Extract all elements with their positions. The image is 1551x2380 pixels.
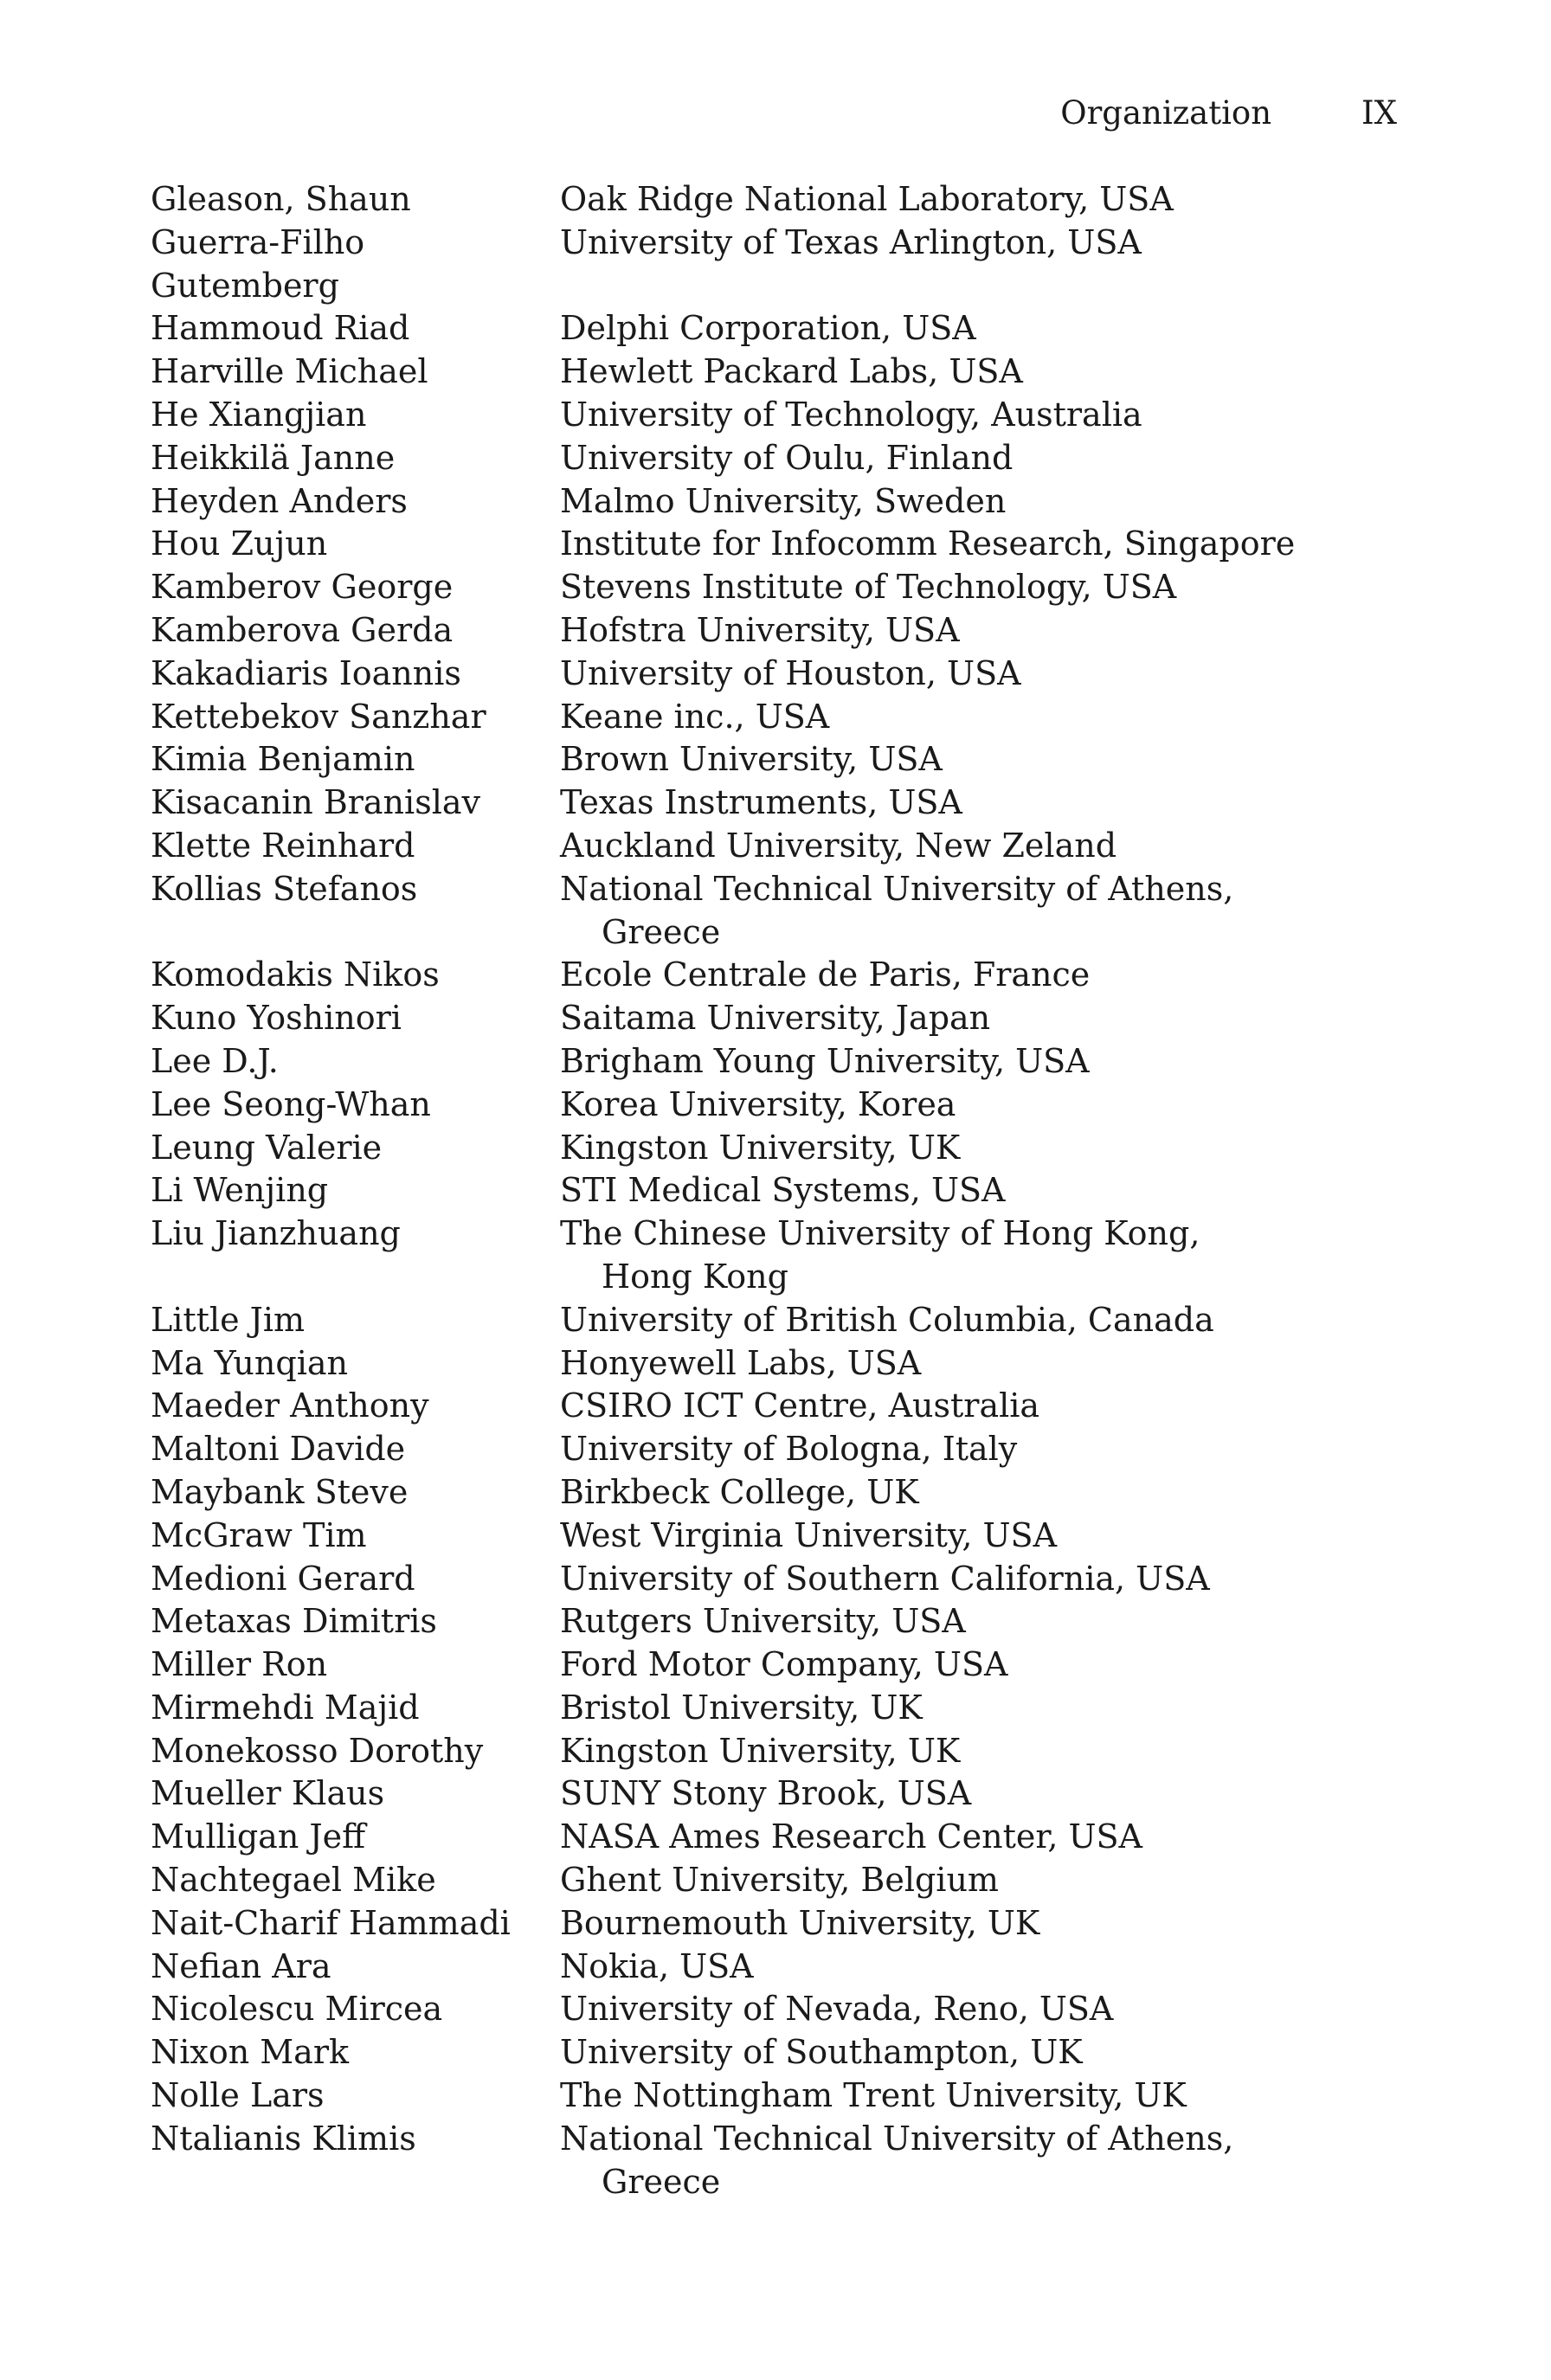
member-affiliation: University of Southern California, USA — [560, 1559, 1210, 1598]
member-affiliation: Texas Instruments, USA — [560, 783, 962, 822]
member-affiliation: Brigham Young University, USA — [560, 1041, 1090, 1080]
member-affiliation: Brown University, USA — [560, 740, 943, 779]
member-name: Ntalianis Klimis — [151, 2119, 416, 2158]
section-title: Organization — [1060, 94, 1272, 132]
member-name: Kettebekov Sanzhar — [151, 697, 486, 736]
member-name: McGraw Tim — [151, 1515, 367, 1554]
member-name: Nolle Lars — [151, 2076, 325, 2115]
list-item — [151, 1385, 1397, 1428]
member-affiliation: University of Technology, Australia — [560, 395, 1142, 434]
list-item — [151, 1600, 1397, 1643]
committee-list — [151, 178, 1397, 2203]
list-item — [151, 1902, 1397, 1946]
member-affiliation: Institute for Infocomm Research, Singapore — [560, 524, 1296, 563]
member-affiliation: University of Oulu, Finland — [560, 438, 1014, 477]
member-name: Kimia Benjamin — [151, 740, 415, 779]
member-name: Kuno Yoshinori — [151, 999, 402, 1038]
member-name: Nefian Ara — [151, 1946, 331, 1985]
member-affiliation: The Chinese University of Hong Kong, Hong Kong — [560, 1214, 1200, 1296]
list-item — [151, 954, 1397, 997]
member-name: Guerra-Filho Gutemberg — [151, 222, 365, 305]
member-name: Gleason, Shaun — [151, 180, 411, 218]
member-affiliation: Oak Ridge National Laboratory, USA — [560, 180, 1174, 218]
list-item — [151, 1428, 1397, 1471]
member-affiliation: Saitama University, Japan — [560, 999, 991, 1038]
member-affiliation: Auckland University, New Zeland — [560, 826, 1117, 865]
member-affiliation: Bristol University, UK — [560, 1688, 923, 1727]
member-affiliation: CSIRO ICT Centre, Australia — [560, 1386, 1040, 1425]
member-affiliation: University of Houston, USA — [560, 653, 1021, 692]
list-item — [151, 1342, 1397, 1386]
member-name: He Xiangjian — [151, 395, 367, 434]
member-name: Monekosso Dorothy — [151, 1731, 484, 1770]
member-affiliation: Rutgers University, USA — [560, 1602, 966, 1641]
member-name: Mirmehdi Majid — [151, 1688, 420, 1727]
member-name: Lee D.J. — [151, 1041, 279, 1080]
list-item — [151, 738, 1397, 782]
list-item — [151, 1471, 1397, 1515]
member-affiliation: Stevens Institute of Technology, USA — [560, 568, 1177, 607]
member-name: Heyden Anders — [151, 481, 408, 520]
page-number: IX — [1361, 94, 1397, 132]
member-affiliation: Keane inc., USA — [560, 697, 830, 736]
list-item — [151, 1946, 1397, 1989]
member-name: Metaxas Dimitris — [151, 1602, 437, 1641]
list-item — [151, 609, 1397, 653]
member-name: Mulligan Jeff — [151, 1817, 366, 1856]
member-affiliation: Honyewell Labs, USA — [560, 1343, 922, 1382]
member-name: Mueller Klaus — [151, 1774, 385, 1813]
member-name: Nachtegael Mike — [151, 1861, 436, 1900]
list-item — [151, 1859, 1397, 1902]
list-item — [151, 1213, 1397, 1299]
member-name: Maltoni Davide — [151, 1430, 406, 1469]
list-item — [151, 480, 1397, 524]
list-item — [151, 523, 1397, 566]
list-item — [151, 1772, 1397, 1816]
member-name: Hammoud Riad — [151, 309, 410, 348]
list-item — [151, 1687, 1397, 1730]
member-name: Harville Michael — [151, 352, 428, 391]
list-item — [151, 997, 1397, 1040]
list-item — [151, 2074, 1397, 2118]
member-affiliation: University of Texas Arlington, USA — [560, 222, 1142, 261]
member-name: Kollias Stefanos — [151, 869, 418, 908]
member-name: Medioni Gerard — [151, 1559, 415, 1598]
member-affiliation: Hewlett Packard Labs, USA — [560, 352, 1023, 391]
member-name: Li Wenjing — [151, 1171, 329, 1210]
member-name: Maybank Steve — [151, 1472, 409, 1511]
list-item — [151, 1816, 1397, 1859]
list-item — [151, 1169, 1397, 1213]
member-name: Little Jim — [151, 1300, 306, 1339]
member-affiliation: Hofstra University, USA — [560, 610, 960, 649]
member-affiliation: Kingston University, UK — [560, 1731, 961, 1770]
member-affiliation: Ghent University, Belgium — [560, 1861, 999, 1900]
list-item — [151, 825, 1397, 868]
member-affiliation: Kingston University, UK — [560, 1128, 961, 1167]
member-name: Lee Seong-Whan — [151, 1084, 431, 1123]
list-item — [151, 1558, 1397, 1601]
member-affiliation: NASA Ames Research Center, USA — [560, 1817, 1142, 1856]
member-affiliation: University of Bologna, Italy — [560, 1430, 1018, 1469]
member-name: Kamberov George — [151, 568, 454, 607]
list-item — [151, 1515, 1397, 1558]
list-item — [151, 696, 1397, 739]
member-affiliation: West Virginia University, USA — [560, 1515, 1058, 1554]
list-item — [151, 2118, 1397, 2204]
member-name: Ma Yunqian — [151, 1343, 348, 1382]
list-item — [151, 1299, 1397, 1342]
list-item — [151, 307, 1397, 351]
list-item — [151, 437, 1397, 480]
list-item — [151, 653, 1397, 696]
member-name: Liu Jianzhuang — [151, 1214, 401, 1253]
list-item — [151, 1127, 1397, 1170]
member-affiliation: STI Medical Systems, USA — [560, 1171, 1006, 1210]
member-name: Nait-Charif Hammadi — [151, 1903, 511, 1942]
member-name: Kamberova Gerda — [151, 610, 454, 649]
member-affiliation: Nokia, USA — [560, 1946, 754, 1985]
member-name: Leung Valerie — [151, 1128, 383, 1167]
member-affiliation: Bournemouth University, UK — [560, 1903, 1040, 1942]
list-item — [151, 1084, 1397, 1127]
running-head — [1060, 92, 1397, 135]
member-name: Heikkilä Janne — [151, 438, 396, 477]
list-item — [151, 222, 1397, 308]
member-name: Komodakis Nikos — [151, 955, 440, 994]
list-item — [151, 1643, 1397, 1687]
member-affiliation: National Technical University of Athens, Greece — [560, 869, 1234, 951]
member-affiliation: The Nottingham Trent University, UK — [560, 2076, 1187, 2115]
member-affiliation: University of British Columbia, Canada — [560, 1300, 1214, 1339]
member-affiliation: Delphi Corporation, USA — [560, 309, 976, 348]
list-item — [151, 178, 1397, 222]
list-item — [151, 1730, 1397, 1773]
member-name: Maeder Anthony — [151, 1386, 429, 1425]
member-affiliation: National Technical University of Athens, Greece — [560, 2119, 1234, 2201]
member-name: Nixon Mark — [151, 2033, 350, 2072]
member-affiliation: Korea University, Korea — [560, 1084, 956, 1123]
member-name: Klette Reinhard — [151, 826, 415, 865]
list-item — [151, 394, 1397, 437]
member-affiliation: University of Southampton, UK — [560, 2033, 1083, 2072]
member-name: Hou Zujun — [151, 524, 328, 563]
list-item — [151, 782, 1397, 825]
member-name: Kakadiaris Ioannis — [151, 653, 461, 692]
list-item — [151, 1040, 1397, 1084]
list-item — [151, 351, 1397, 394]
member-name: Nicolescu Mircea — [151, 1990, 443, 2029]
list-item — [151, 566, 1397, 609]
member-name: Kisacanin Branislav — [151, 783, 480, 822]
list-item — [151, 1988, 1397, 2031]
member-affiliation: SUNY Stony Brook, USA — [560, 1774, 972, 1813]
list-item — [151, 868, 1397, 955]
member-affiliation: Ecole Centrale de Paris, France — [560, 955, 1091, 994]
member-affiliation: Birkbeck College, UK — [560, 1472, 919, 1511]
member-affiliation: Malmo University, Sweden — [560, 481, 1007, 520]
member-name: Miller Ron — [151, 1645, 328, 1684]
member-affiliation: University of Nevada, Reno, USA — [560, 1990, 1114, 2029]
list-item — [151, 2031, 1397, 2074]
member-affiliation: Ford Motor Company, USA — [560, 1645, 1008, 1684]
